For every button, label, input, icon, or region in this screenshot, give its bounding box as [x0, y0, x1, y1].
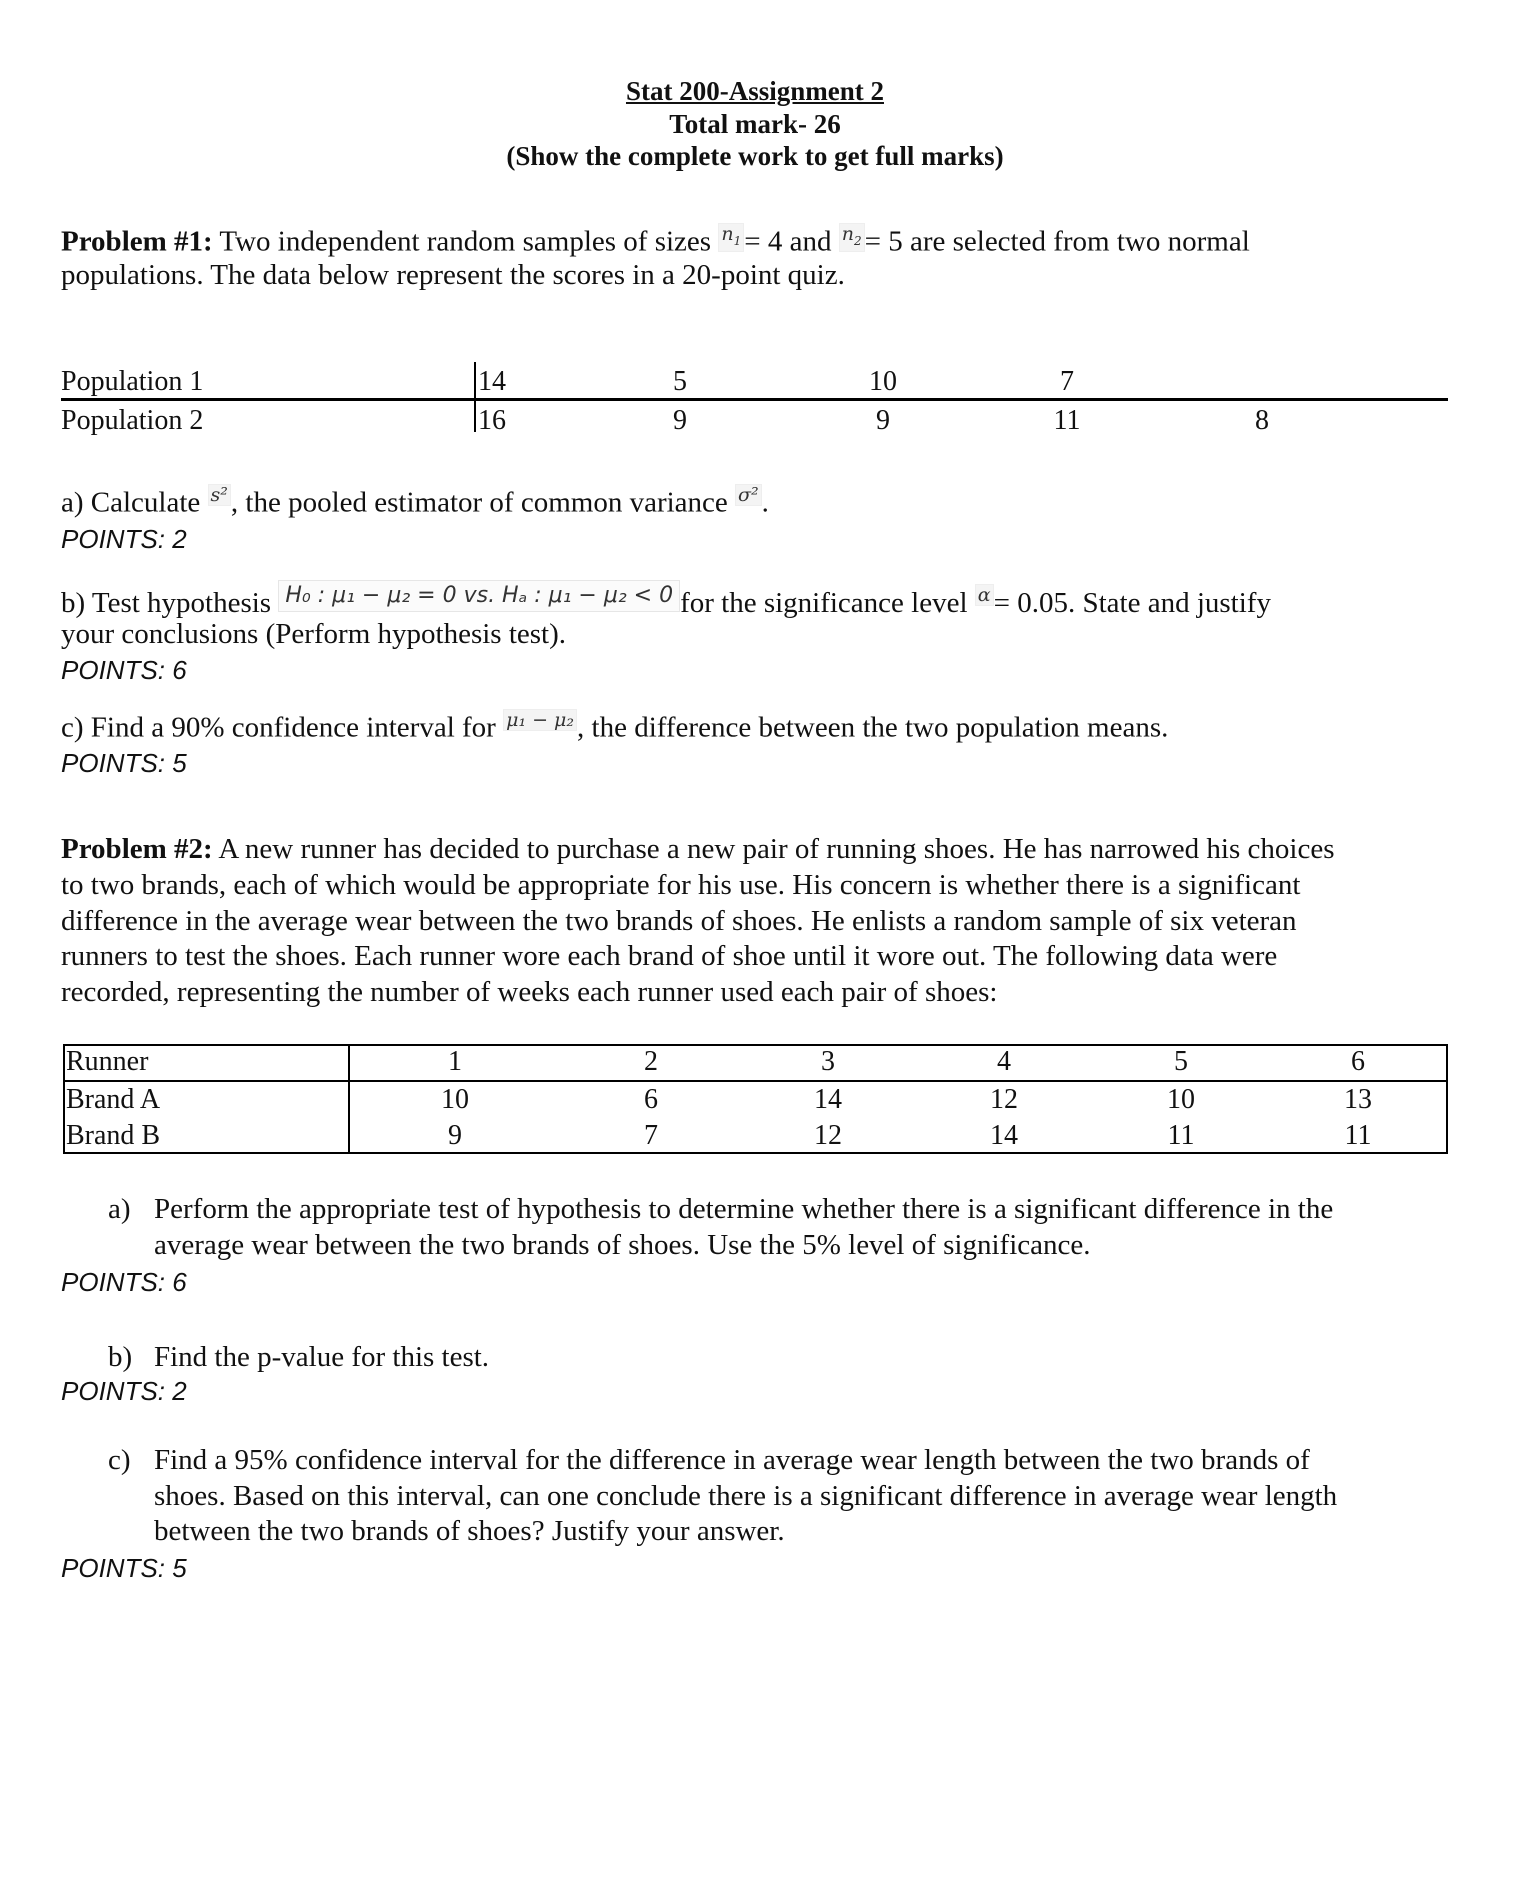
alpha-symbol: α — [975, 584, 994, 606]
cell: 13 — [1344, 1084, 1372, 1115]
problem2-line: recorded, representing the number of weeks each runner used each pair of shoes: — [61, 976, 998, 1008]
mean-difference-symbol: μ₁ − μ₂ — [503, 709, 577, 731]
s-squared-symbol: s² — [208, 484, 231, 506]
table-rule — [61, 398, 1448, 401]
table-divider — [474, 362, 476, 432]
row-label: Population 1 — [61, 366, 204, 397]
cell: 5 — [673, 366, 687, 397]
problem1-part-b-line2: your conclusions (Perform hypothesis test). — [61, 618, 567, 650]
n1-symbol: $n_1$ — [718, 223, 744, 252]
problem2-part-a: average wear between the two brands of shoes. Use the 5% level of significance. — [154, 1229, 1091, 1261]
instructions-note: (Show the complete work to get full marks) — [506, 141, 1004, 171]
text: = 4 and — [744, 225, 839, 258]
problem2-part-b: Find the p-value for this test. — [154, 1341, 490, 1373]
problem1-line2: populations. The data below represent the scores in a 20-point quiz. — [61, 259, 845, 291]
problem2-label: Problem #2: — [61, 833, 213, 865]
cell: 6 — [644, 1084, 658, 1115]
problem2-line: runners to test the shoes. Each runner wore each brand of shoe until it wore out. The following data were — [61, 940, 1278, 972]
cell: 16 — [478, 405, 506, 436]
problem2-part-b-marker: b) — [108, 1341, 133, 1373]
cell: 7 — [644, 1120, 658, 1151]
cell: 14 — [814, 1084, 842, 1115]
points-label: POINTS: 2 — [61, 524, 187, 554]
points-label: POINTS: 6 — [61, 655, 187, 685]
text: , the pooled estimator of common variance — [230, 486, 736, 519]
text: . — [761, 486, 769, 519]
cell: 6 — [1351, 1046, 1365, 1077]
problem2-part-c: between the two brands of shoes? Justify your answer. — [154, 1515, 785, 1547]
table-rule — [63, 1080, 1448, 1082]
problem2-part-c: shoes. Based on this interval, can one conclude there is a significant difference in average wear length — [154, 1480, 1338, 1512]
table-divider — [348, 1044, 350, 1154]
cell: 2 — [644, 1046, 658, 1077]
cell: 10 — [1167, 1084, 1195, 1115]
problem2-part-a: Perform the appropriate test of hypothesis to determine whether there is a significant difference in the — [154, 1193, 1334, 1225]
shoe-wear-table — [63, 1044, 1448, 1154]
problem2-part-c: Find a 95% confidence interval for the difference in average wear length between the two brands of — [154, 1444, 1310, 1476]
problem1-part-a — [61, 484, 769, 521]
problem2-part-c-marker: c) — [108, 1444, 131, 1476]
sigma-squared-symbol: σ² — [735, 484, 762, 506]
hypothesis-formula: H₀ : μ₁ − μ₂ = 0 vs. Hₐ : μ₁ − μ₂ < 0 — [278, 580, 680, 612]
cell: 12 — [990, 1084, 1018, 1115]
text: = 5 are selected from two normal — [864, 225, 1250, 258]
cell: 11 — [1167, 1120, 1195, 1151]
text: , the difference between the two population means. — [577, 711, 1169, 744]
cell: 9 — [673, 405, 687, 436]
total-mark: Total mark- 26 — [669, 109, 841, 139]
text: for the significance level — [680, 587, 975, 619]
row-label: Runner — [66, 1046, 149, 1077]
cell: 5 — [1174, 1046, 1188, 1077]
text: A new runner has decided to purchase a new pair of running shoes. He has narrowed his choices — [212, 833, 1335, 865]
cell: 3 — [821, 1046, 835, 1077]
n2-symbol: $n_2$ — [839, 223, 865, 252]
row-label: Brand B — [66, 1120, 161, 1151]
cell: 11 — [1053, 405, 1081, 436]
problem2-line1 — [61, 831, 1334, 867]
points-label: POINTS: 5 — [61, 748, 187, 778]
problem1-part-c — [61, 709, 1168, 746]
problem2-part-a-marker: a) — [108, 1193, 131, 1225]
points-label: POINTS: 6 — [61, 1267, 187, 1297]
cell: 9 — [876, 405, 890, 436]
cell: 10 — [441, 1084, 469, 1115]
text: Two independent random samples of sizes — [212, 225, 719, 258]
text: = 0.05. State and justify — [993, 587, 1271, 619]
cell: 8 — [1255, 405, 1269, 436]
cell: 4 — [997, 1046, 1011, 1077]
cell: 7 — [1060, 366, 1074, 397]
row-label: Population 2 — [61, 405, 204, 436]
cell: 11 — [1344, 1120, 1372, 1151]
text: c) Find a 90% confidence interval for — [61, 711, 504, 744]
problem1-label: Problem #1: — [61, 225, 213, 258]
problem2-line: to two brands, each of which would be appropriate for his use. His concern is whether there is a significant — [61, 869, 1301, 901]
cell: 14 — [990, 1120, 1018, 1151]
document-title: Stat 200-Assignment 2 — [625, 76, 884, 106]
problem1-line1 — [61, 223, 1250, 260]
cell: 1 — [448, 1046, 462, 1077]
problem1-part-b — [61, 580, 1271, 621]
text: b) Test hypothesis — [61, 587, 279, 619]
cell: 12 — [814, 1120, 842, 1151]
row-label: Brand A — [66, 1084, 161, 1115]
cell: 10 — [869, 366, 897, 397]
points-label: POINTS: 2 — [61, 1376, 187, 1406]
points-label: POINTS: 5 — [61, 1553, 187, 1583]
text: a) Calculate — [61, 486, 208, 519]
problem2-line: difference in the average wear between the two brands of shoes. He enlists a random sample of six veteran — [61, 905, 1297, 937]
cell: 14 — [478, 366, 506, 397]
cell: 9 — [448, 1120, 462, 1151]
